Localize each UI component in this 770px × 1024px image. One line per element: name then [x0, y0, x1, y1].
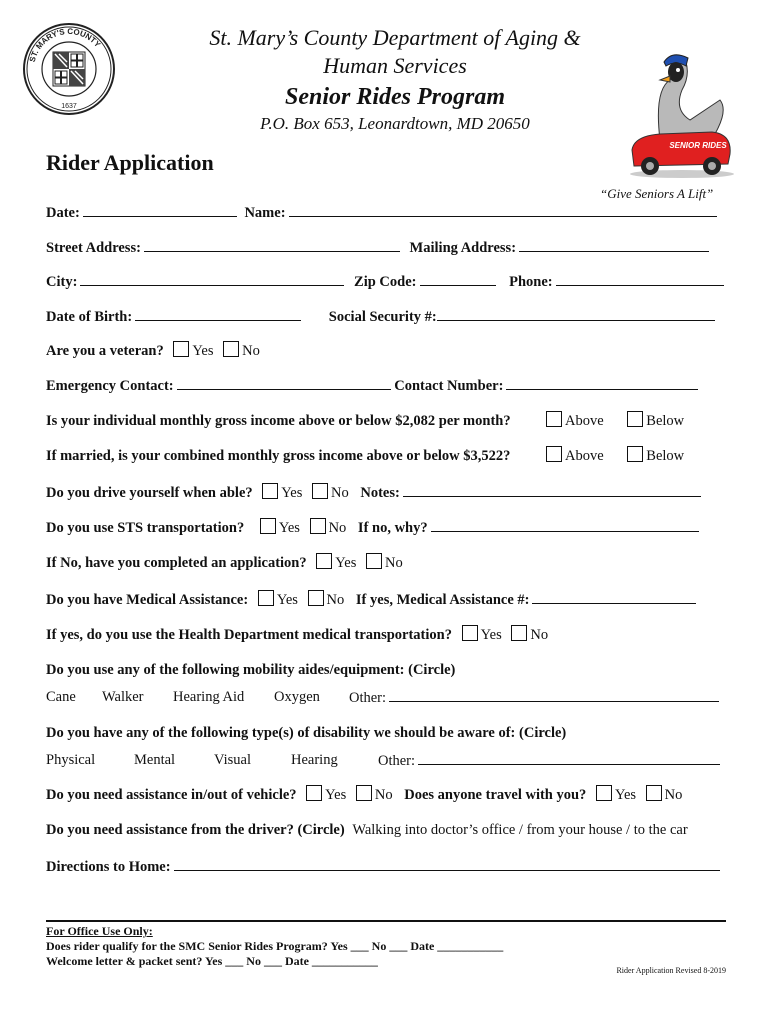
no-label: No [664, 787, 683, 803]
above-label: Above [565, 413, 604, 429]
row-drive [46, 482, 726, 502]
ssn-field[interactable] [437, 306, 715, 321]
income-individual-label: Is your individual monthly gross income above or below $2,082 per month? [46, 413, 511, 429]
veteran-yes-checkbox[interactable] [173, 341, 189, 357]
health-dept-label: If yes, do you use the Health Department medical transportation? [46, 627, 452, 643]
mailing-field[interactable] [519, 237, 709, 252]
mobility-other [349, 687, 719, 708]
above-label: Above [565, 448, 604, 464]
disability-other-label: Other: [378, 753, 416, 769]
row-address [46, 237, 726, 257]
zip-field[interactable] [420, 271, 496, 286]
below-label: Below [646, 448, 685, 464]
footer-revision: Rider Application Revised 8-2019 [616, 966, 726, 975]
assist-vehicle-no-checkbox[interactable] [356, 785, 372, 801]
no-label: No [530, 627, 549, 643]
phone-field[interactable] [556, 271, 724, 286]
date-field[interactable] [83, 202, 237, 217]
completed-app-no-checkbox[interactable] [366, 553, 382, 569]
mobility-question: Do you use any of the following mobility aides/equipment: (Circle) [46, 662, 456, 678]
row-emergency [46, 375, 726, 395]
directions-label: Directions to Home: [46, 859, 171, 875]
row-assist-vehicle [46, 785, 726, 805]
notes-label: Notes: [360, 485, 400, 501]
sts-label: Do you use STS transportation? [46, 520, 245, 536]
sts-yes-checkbox[interactable] [260, 518, 276, 534]
seal-year: 1637 [61, 103, 77, 110]
header-line2: Human Services [323, 53, 467, 78]
completed-app-yes-checkbox[interactable] [316, 553, 332, 569]
city-field[interactable] [80, 271, 344, 286]
contact-number-field[interactable] [506, 375, 698, 390]
disability-other-field[interactable] [418, 750, 720, 765]
street-field[interactable] [144, 237, 400, 252]
slogan: “Give Seniors A Lift” [600, 186, 714, 201]
drive-yes-checkbox[interactable] [262, 483, 278, 499]
mobility-cane[interactable]: Cane [46, 689, 76, 705]
health-dept-no-checkbox[interactable] [511, 625, 527, 641]
row-assist-driver [46, 820, 726, 840]
mailing-label: Mailing Address: [409, 240, 517, 256]
dob-label: Date of Birth: [46, 309, 133, 325]
no-label: No [374, 787, 393, 803]
ma-no-checkbox[interactable] [308, 590, 324, 606]
office-use-section [46, 920, 726, 969]
health-dept-yes-checkbox[interactable] [462, 625, 478, 641]
income-married-label: If married, is your combined monthly gross income above or below $3,522? [46, 448, 511, 464]
income-individual-options [540, 411, 684, 431]
assist-driver-options[interactable]: Walking into doctor’s office / from your house / to the car [352, 822, 688, 838]
ma-number-field[interactable] [532, 589, 696, 604]
ma-number-label: If yes, Medical Assistance #: [355, 592, 530, 608]
yes-label: Yes [281, 485, 303, 501]
drive-no-checkbox[interactable] [312, 483, 328, 499]
row-sts [46, 517, 726, 537]
header-line1: St. Mary’s County Department of Aging & [209, 25, 581, 50]
yes-label: Yes [278, 520, 300, 536]
name-field[interactable] [289, 202, 717, 217]
county-seal [22, 22, 116, 116]
disability-mental[interactable]: Mental [134, 752, 176, 768]
mobility-other-field[interactable] [389, 687, 719, 702]
disability-question: Do you have any of the following type(s) of disability we should be aware of: (Circle) [46, 725, 567, 741]
zip-label: Zip Code: [354, 274, 417, 290]
assist-vehicle-yes-checkbox[interactable] [306, 785, 322, 801]
street-label: Street Address: [46, 240, 141, 256]
form-title: Rider Application [46, 150, 214, 175]
mobility-walker[interactable]: Walker [102, 689, 144, 705]
city-label: City: [46, 274, 78, 290]
row-veteran [46, 341, 726, 361]
completed-app-label: If No, have you completed an application? [46, 555, 307, 571]
office-line2: Welcome letter & packet sent? Yes ___ No ___ Date ___________ [46, 954, 378, 968]
program-title: Senior Rides Program [284, 84, 506, 110]
ssn-label: Social Security #: [328, 309, 437, 325]
program-address: P.O. Box 653, Leonardtown, MD 20650 [260, 114, 530, 133]
medical-assistance-label: Do you have Medical Assistance: [46, 592, 249, 608]
if-no-why-field[interactable] [431, 517, 699, 532]
dob-field[interactable] [135, 306, 301, 321]
date-label: Date: [46, 205, 80, 221]
disability-hearing[interactable]: Hearing [291, 752, 338, 768]
mobility-hearing-aid[interactable]: Hearing Aid [173, 689, 245, 705]
veteran-no-label: No [242, 343, 260, 359]
veteran-yes-label: Yes [192, 343, 214, 359]
income-married-options [540, 446, 684, 466]
yes-label: Yes [276, 592, 298, 608]
assist-vehicle-label: Do you need assistance in/out of vehicle? [46, 787, 297, 803]
yes-label: Yes [325, 787, 347, 803]
ma-yes-checkbox[interactable] [258, 590, 274, 606]
income-married-above-checkbox[interactable] [546, 446, 562, 462]
yes-label: Yes [335, 555, 357, 571]
row-dob [46, 306, 726, 326]
below-label: Below [646, 413, 685, 429]
income-individual-below-checkbox[interactable] [627, 411, 643, 427]
disability-visual[interactable]: Visual [214, 752, 251, 768]
drive-label: Do you drive yourself when able? [46, 485, 253, 501]
travel-with-label: Does anyone travel with you? [404, 787, 587, 803]
row-health-dept [46, 625, 726, 645]
row-date-name [46, 202, 726, 222]
sts-no-checkbox[interactable] [310, 518, 326, 534]
travel-with-yes-checkbox[interactable] [596, 785, 612, 801]
row-directions [46, 856, 726, 876]
emergency-label: Emergency Contact: [46, 378, 174, 394]
no-label: No [384, 555, 403, 571]
yes-label: Yes [480, 627, 502, 643]
mobility-other-label: Other: [349, 690, 387, 706]
emergency-field[interactable] [177, 375, 391, 390]
name-label: Name: [244, 205, 286, 221]
phone-label: Phone: [509, 274, 553, 290]
car-logo-text: SENIOR RIDES [669, 141, 727, 150]
seal-top-text: ST. MARY'S COUNTY [27, 26, 103, 63]
disability-other [378, 750, 720, 771]
income-individual-above-checkbox[interactable] [546, 411, 562, 427]
no-label: No [330, 485, 349, 501]
contact-number-label: Contact Number: [394, 378, 504, 394]
office-heading: For Office Use Only: [46, 924, 153, 938]
veteran-label: Are you a veteran? [46, 343, 164, 359]
veteran-no-checkbox[interactable] [223, 341, 239, 357]
row-medical-assistance [46, 589, 726, 609]
if-no-why-label: If no, why? [357, 520, 428, 536]
row-completed-app [46, 553, 726, 573]
office-line1: Does rider qualify for the SMC Senior Rides Program? Yes ___ No ___ Date ___________ [46, 939, 504, 953]
travel-with-no-checkbox[interactable] [646, 785, 662, 801]
mobility-oxygen[interactable]: Oxygen [274, 689, 320, 705]
disability-physical[interactable]: Physical [46, 752, 96, 768]
no-label: No [328, 520, 347, 536]
assist-driver-label: Do you need assistance from the driver? (Circle) [46, 822, 345, 838]
income-married-below-checkbox[interactable] [627, 446, 643, 462]
directions-field[interactable] [174, 856, 720, 871]
notes-field[interactable] [403, 482, 701, 497]
no-label: No [326, 592, 345, 608]
yes-label: Yes [614, 787, 637, 803]
row-city [46, 271, 726, 291]
